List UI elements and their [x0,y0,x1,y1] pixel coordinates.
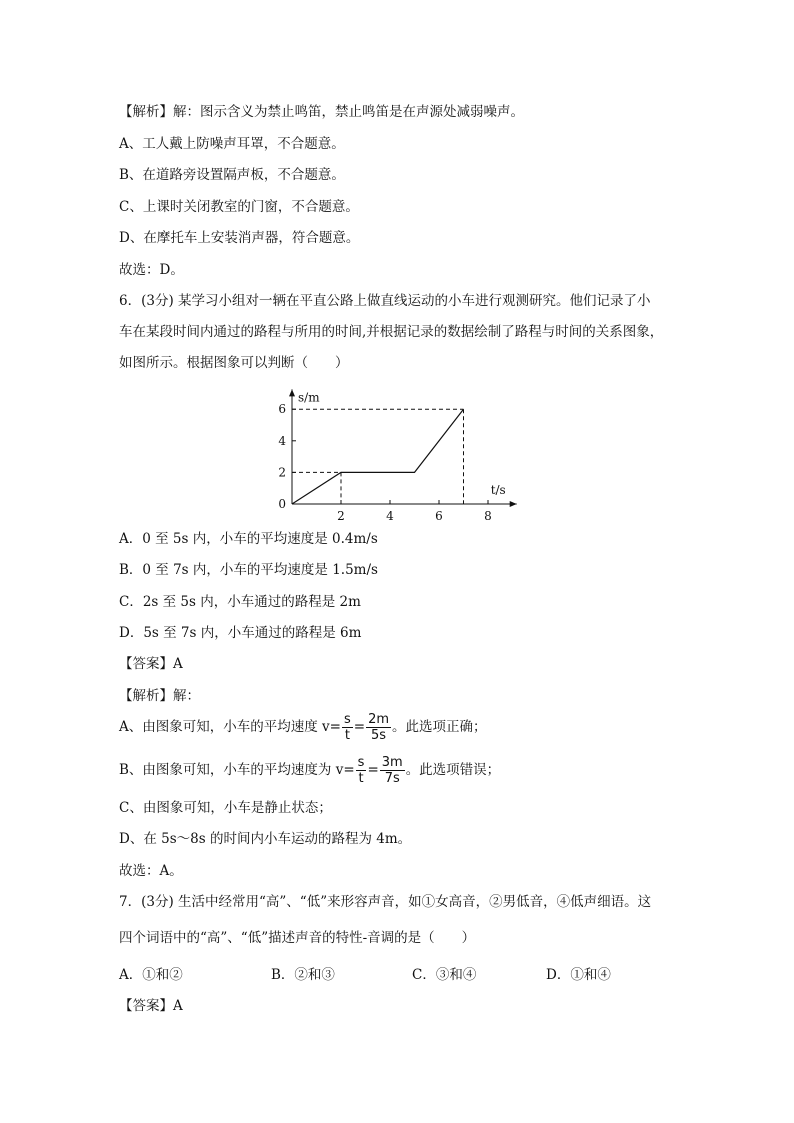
q7-option-b: B．②和③ [271,967,335,983]
x-tick-label: 2 [337,509,345,523]
x-tick-label: 6 [435,509,443,523]
q6-option-c: C．2s 至 5s 内，小车通过的路程是 2m [119,594,361,610]
x-tick-label: 4 [386,509,394,523]
fraction-s-over-t [356,755,367,786]
y-tick-label: 6 [278,402,286,417]
q6-analysis-c: C、由图象可知，小车是静止状态； [119,800,332,816]
q6-stem-line3: 如图所示。根据图象可以判断（ ） [119,355,349,371]
q6-analysis-b-post: 。此选项错误； [405,762,501,778]
q6-analysis-b-pre: B、由图象可知，小车的平均速度为 v= [119,762,355,778]
fraction-denominator: 7s [384,771,400,786]
fraction-numerator: 3m [381,755,403,770]
q6-analysis-d: D、在 5s～8s 的时间内小车运动的路程为 4m。 [119,831,412,847]
x-tick-label: 8 [484,509,492,523]
q6-analysis-a [119,712,487,743]
series-line [292,409,464,504]
q6-option-b: B．0 至 7s 内，小车的平均速度是 1.5m/s [119,562,378,578]
q6-stem-line1: 6．(3分) 某学习小组对一辆在平直公路上做直线运动的小车进行观测研究。他们记录了小 [119,293,651,309]
fraction-denominator: t [344,728,350,743]
q5-analysis-c: C、上课时关闭教室的门窗，不合题意。 [119,199,359,215]
q6-stem-line2: 车在某段时间内通过的路程与所用的时间,并根据记录的数据绘制了路程与时间的关系图象， [119,324,664,340]
distance-time-chart [270,372,520,524]
chart-labels [278,390,505,523]
q6-analysis-a-pre: A、由图象可知，小车的平均速度 v= [119,719,341,735]
x-axis-arrow [510,501,517,507]
origin-label: 0 [278,497,286,511]
y-tick-label: 2 [278,465,286,480]
y-tick-label: 4 [278,433,286,448]
fraction-denominator: 5s [371,728,387,743]
fraction-3m-over-7s [380,755,405,786]
chart-guides [292,409,464,504]
fraction-numerator: s [343,712,351,727]
q5-analysis-intro: 【解析】解：图示含义为禁止鸣笛，禁止鸣笛是在声源处减弱噪声。 [119,104,524,120]
y-axis-arrow [289,389,295,396]
q7-stem-line2: 四个词语中的“高”、“低”描述声音的特性-音调的是（ ） [119,930,476,946]
q6-answer: 【答案】A [119,656,183,672]
q6-analysis-a-post: 。此选项正确； [392,719,487,735]
q5-analysis-b: B、在道路旁设置隔声板，不合题意。 [119,167,345,183]
q6-analysis-head: 【解析】解： [119,688,200,704]
y-axis-label: s/m [298,390,320,405]
q7-option-c: C．③和④ [412,967,477,983]
q6-option-d: D．5s 至 7s 内，小车通过的路程是 6m [119,625,362,641]
q6-choice: 故选：A。 [119,863,183,879]
fraction-s-over-t [342,712,353,743]
x-axis-label: t/s [490,483,506,497]
q7-option-a: A．①和② [119,967,183,983]
fraction-denominator: t [358,771,364,786]
chart-axes [289,389,517,507]
q7-stem-line1: 7．(3分) 生活中经常用“高”、“低”来形容声音，如①女高音，②男低音，④低声细语。这 [119,894,652,910]
chart-series [292,409,464,504]
q6-option-a: A．0 至 5s 内，小车的平均速度是 0.4m/s [119,531,378,547]
fraction-numerator: s [357,755,365,770]
q7-option-d: D．①和④ [546,967,611,983]
fraction-2m-over-5s [366,712,391,743]
q5-analysis-a: A、工人戴上防噪声耳罩，不合题意。 [119,136,345,152]
fraction-numerator: 2m [368,712,390,727]
q6-analysis-b [119,755,500,786]
q5-choice: 故选：D。 [119,262,184,278]
q7-answer: 【答案】A [119,998,183,1014]
equals-sign: = [367,762,379,778]
q5-analysis-d: D、在摩托车上安装消声器，符合题意。 [119,230,360,246]
equals-sign: = [353,719,366,735]
